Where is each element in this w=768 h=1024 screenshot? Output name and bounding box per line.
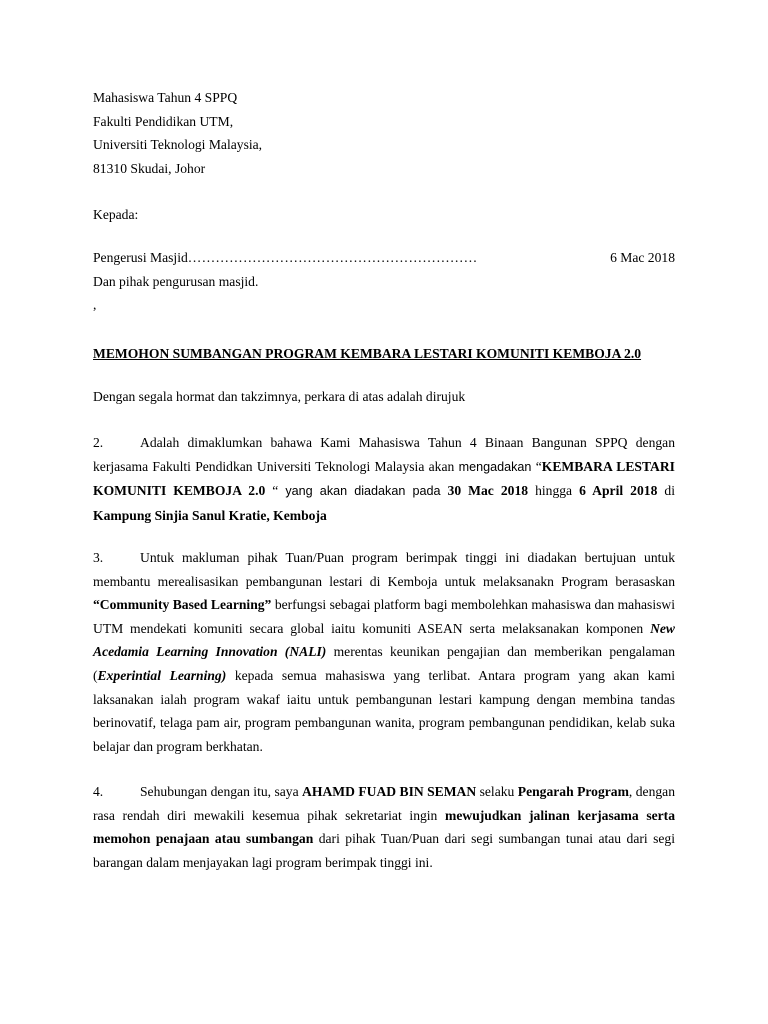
para2-text-5: yang akan diadakan pada	[285, 484, 441, 499]
para2-text-4: “	[265, 483, 286, 499]
recipient-title: Pengerusi Masjid	[93, 250, 188, 265]
para3-text-3: merentas keunikan pengajian dan memberikan pengalaman (	[93, 644, 675, 683]
para2-text-6	[441, 483, 448, 498]
para2-text-1: Adalah dimaklumkan bahawa Kami Mahasiswa Tahun 4 Binaan Bangunan SPPQ dengan kerjasama Fakulti Pendidkan Universiti Teknologi Malaysia akan	[93, 435, 675, 474]
paragraph-2	[93, 431, 675, 527]
experiential-term: Experintial Learning)	[97, 667, 227, 683]
stray-mark: ,	[93, 297, 97, 312]
paragraph-number: 2.	[93, 435, 104, 450]
sender-line-2: Fakulti Pendidikan UTM,	[93, 113, 234, 129]
paragraph-4	[93, 780, 675, 874]
greeting: Dengan segala hormat dan takzimnya, perkara di atas adalah dirujuk	[93, 389, 466, 404]
start-date: 30 Mac 2018	[447, 483, 529, 499]
paragraph-number: 3.	[93, 550, 104, 565]
paragraph-3	[93, 546, 675, 758]
program-location: Kampung Sinjia Sanul Kratie, Kemboja	[93, 507, 327, 523]
para4-text-2: selaku	[476, 784, 518, 799]
sender-line-4: 81310 Skudai, Johor	[93, 160, 206, 176]
para3-text-4: kepada semua mahasiswa yang terlibat. Antara program yang akan kami laksanakan ialah program wakaf iaitu untuk pembangunan lestari kampung dengan membina tandas berinovatif, telaga pam air, program pembangunan wanita, program pembangunan pendidikan, kelab suka belajar dan program berkhatan.	[93, 667, 675, 754]
para4-text-3: , dengan rasa rendah diri mewakili kesemua pihak sekretariat ingin	[93, 784, 675, 823]
recipient-block	[93, 246, 675, 293]
letter-subject: MEMOHON SUMBANGAN PROGRAM KEMBARA LESTARI KOMUNITI KEMBOJA 2.0	[93, 346, 642, 361]
program-name: KEMBARA LESTARI KOMUNITI KEMBOJA 2.0	[93, 458, 675, 499]
sender-line-1: Mahasiswa Tahun 4 SPPQ	[93, 90, 238, 105]
recipient-row	[93, 246, 675, 270]
sender-address	[93, 86, 262, 180]
recipient-title-line	[93, 246, 477, 270]
para3-text-1: Untuk makluman pihak Tuan/Puan program berimpak tinggi ini diadakan bertujuan untuk membantu merealisasikan pembangunan lestari di Kemboja untuk melaksanakn Program berasaskan	[93, 550, 675, 589]
request-phrase: mewujudkan jalinan kerjasama serta memohon penajaan atau sumbangan	[93, 807, 676, 847]
para4-text-1: Sehubungan dengan itu, saya	[140, 784, 303, 799]
para2-text-2: mengadakan	[458, 459, 532, 474]
para3-text-2: berfungsi sebagai platform bagi membolehkan mahasiswa dan mahasiswi UTM mendekati komuniti secara global iaitu komuniti ASEAN serta melaksanakan komponen	[93, 597, 675, 636]
para2-text-3: “	[531, 458, 542, 474]
para2-text-7: hingga	[528, 483, 580, 499]
recipient-label: Kepada:	[93, 207, 139, 222]
sender-line-3: Universiti Teknologi Malaysia,	[93, 137, 263, 152]
director-name: AHAMD FUAD BIN SEMAN	[302, 784, 477, 799]
end-date: 6 April 2018	[579, 483, 658, 499]
para2-text-8: di	[657, 483, 675, 499]
recipient-dots: ………………………………………………………	[187, 250, 478, 265]
recipient-line-2: Dan pihak pengurusan masjid.	[93, 273, 259, 289]
paragraph-number: 4.	[93, 784, 104, 799]
para4-text-4: dari pihak Tuan/Puan dari segi sumbangan tunai atau dari segi barangan dalam menjayakan lagi program berimpak tinggi ini.	[93, 831, 675, 870]
director-role: Pengarah Program	[517, 784, 629, 799]
cbl-term: “Community Based Learning”	[93, 597, 272, 613]
letter-date: 6 Mac 2018	[610, 250, 675, 265]
nali-term: New Acedamia Learning Innovation (NALI)	[93, 620, 675, 660]
